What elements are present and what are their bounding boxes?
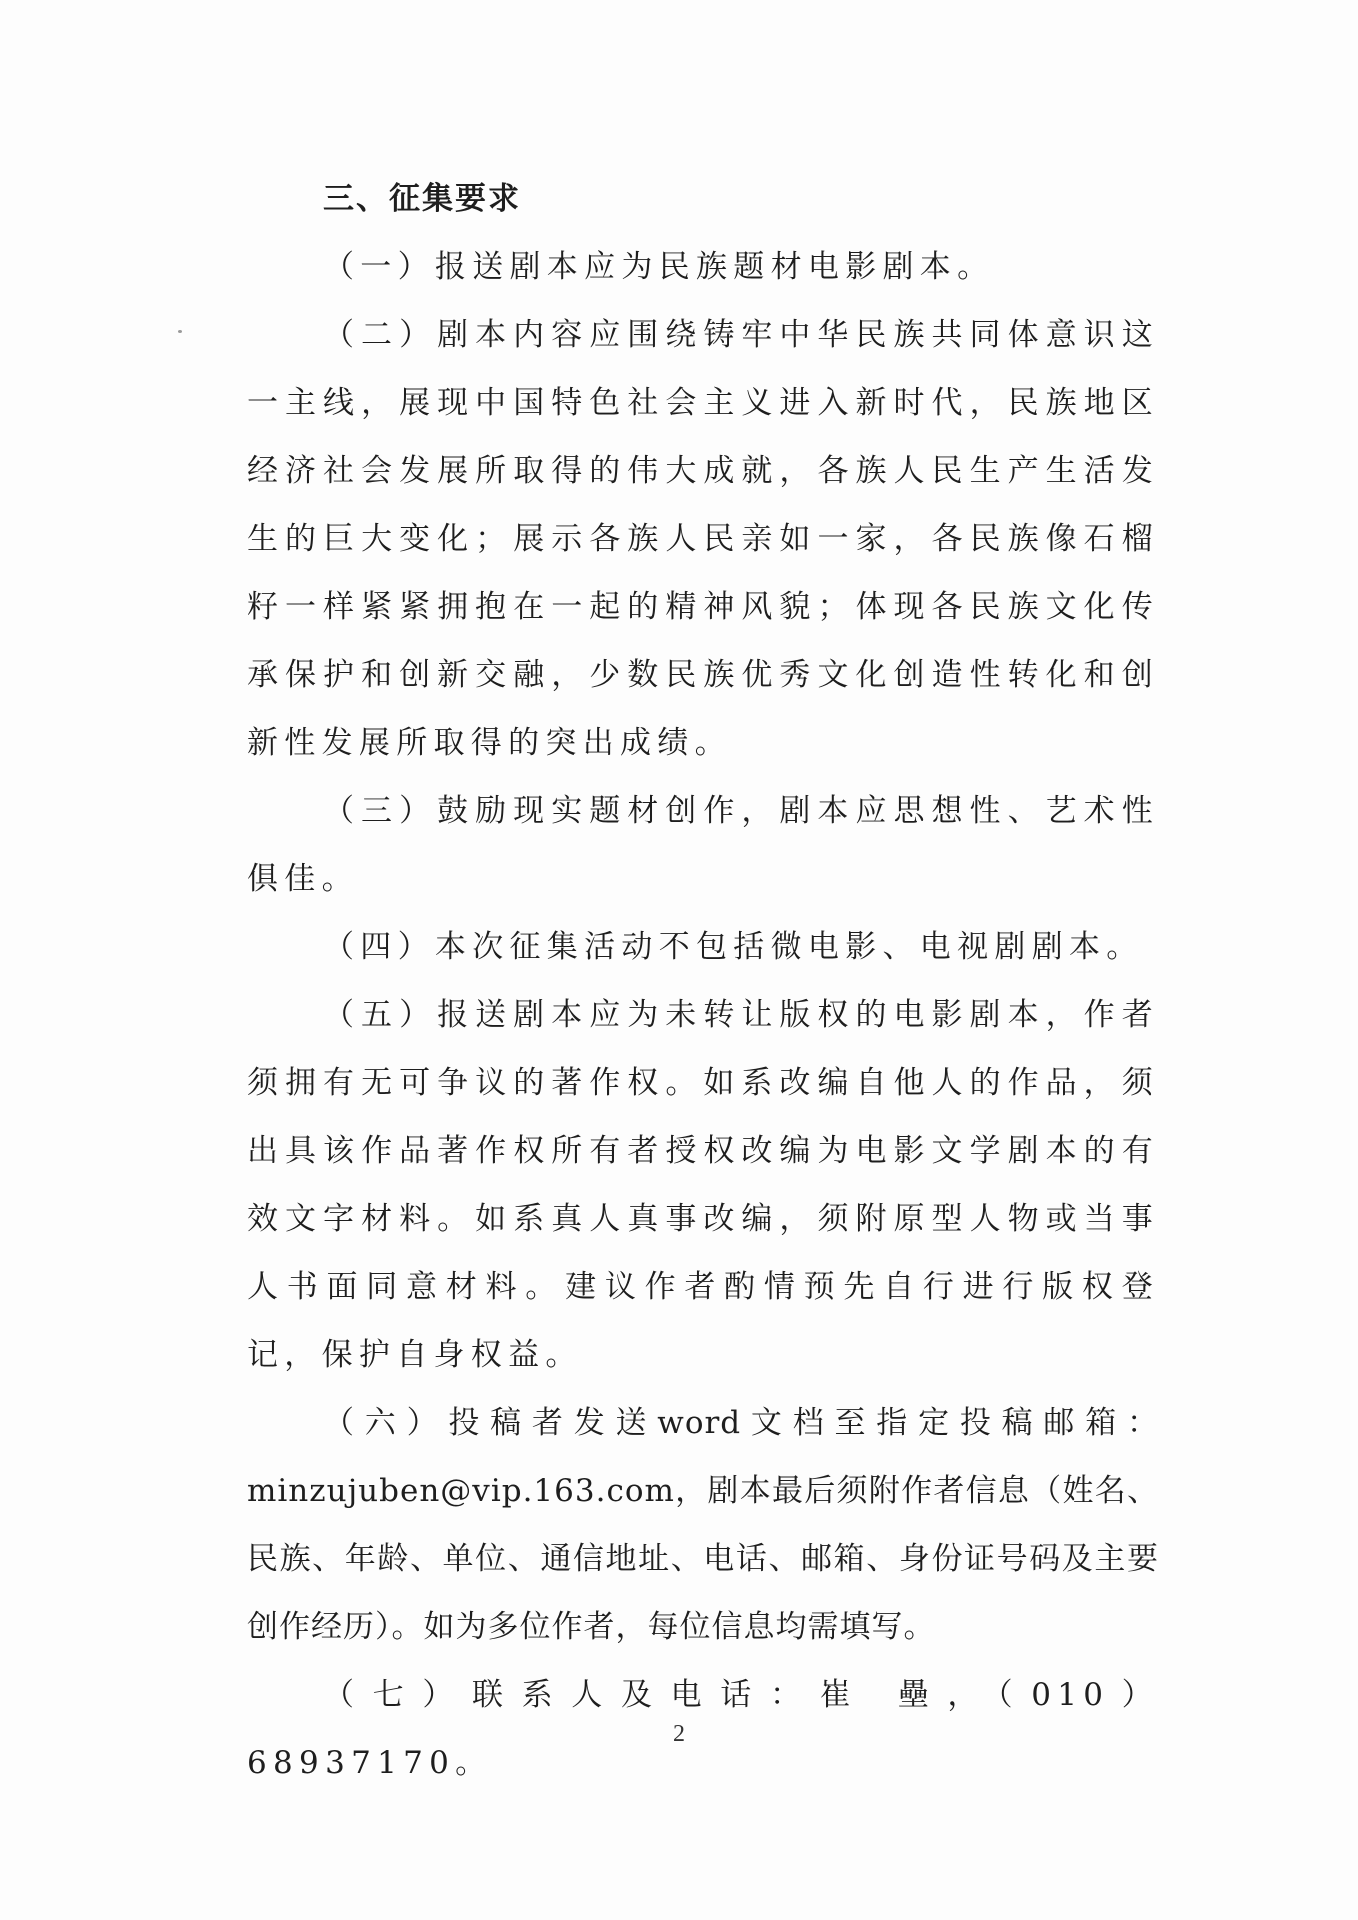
section-heading: 三、征集要求 <box>323 181 521 217</box>
paragraph-1: （一）报送剧本应为民族题材电影剧本。 <box>323 249 995 285</box>
paragraph-3: （三）鼓励现实题材创作，剧本应思想性、艺术性俱佳。 <box>247 793 1159 897</box>
scan-speck <box>178 330 182 333</box>
paragraph-7: （七）联系人及电话：崔 壘，（010）68937170。 <box>247 1677 1159 1781</box>
paragraph-2: （二）剧本内容应围绕铸牢中华民族共同体意识这一主线，展现中国特色社会主义进入新时代，民族地区经济社会发展所取得的伟大成就，各族人民生产生活发生的巨大变化；展示各族人民亲如一家，各民族像石榴籽一样紧紧拥抱在一起的精神风貌；体现各民族文化传承保护和创新交融，少数民族优秀文化创造性转化和创新性发展所取得的突出成绩。 <box>247 317 1159 761</box>
paragraph-4: （四）本次征集活动不包括微电影、电视剧剧本。 <box>323 929 1144 965</box>
document-body <box>247 165 1159 1797</box>
paragraph-5: （五）报送剧本应为未转让版权的电影剧本，作者须拥有无可争议的著作权。如系改编自他人的作品，须出具该作品著作权所有者授权改编为电影文学剧本的有效文字材料。如系真人真事改编，须附原型人物或当事人书面同意材料。建议作者酌情预先自行进行版权登记，保护自身权益。 <box>247 997 1159 1373</box>
page-number: 2 <box>673 1721 685 1747</box>
paragraph-6: （六）投稿者发送word文档至指定投稿邮箱：minzujuben@vip.163.com，剧本最后须附作者信息（姓名、民族、年龄、单位、通信地址、电话、邮箱、身份证号码及主要创作经历）。如为多位作者，每位信息均需填写。 <box>247 1405 1159 1645</box>
